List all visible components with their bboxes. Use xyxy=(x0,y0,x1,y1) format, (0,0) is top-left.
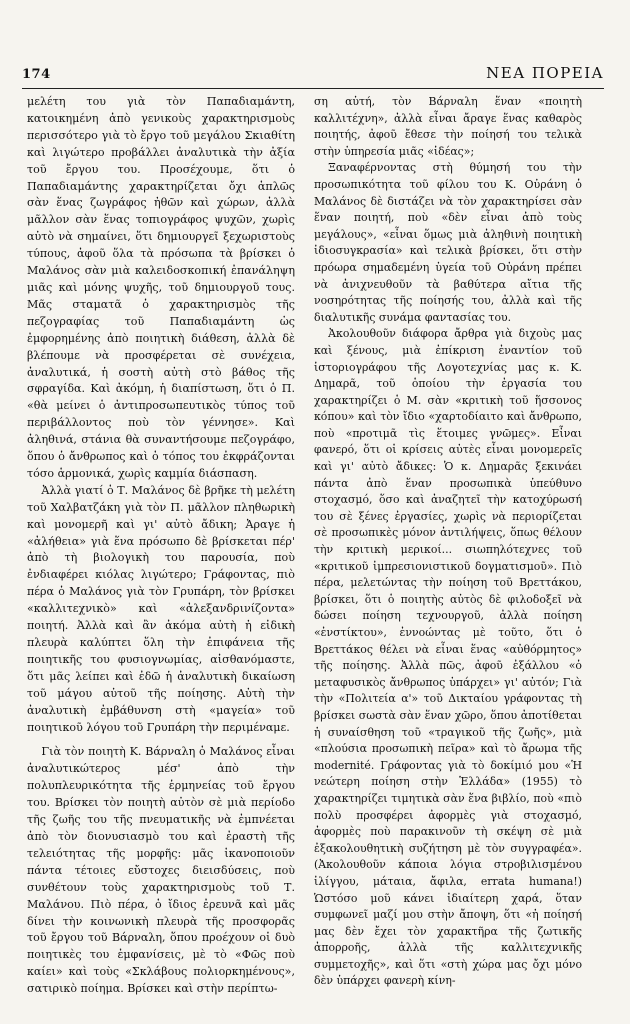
left-column xyxy=(27,94,295,998)
running-title: ΝΕΑ ΠΟΡΕΙΑ xyxy=(486,64,604,82)
paragraph: μελέτη του γιὰ τὸν Παπαδιαμάντη, κατοικημένη ἀπὸ γενικοὺς χαρακτηρισμοὺς περισσότερο γιὰ τὸ ἔργο τοῦ μεγάλου Σκιαθίτη καὶ λιγώτερο προβάλλει ἀναλυτικὰ τὴν ἀξία τοῦ ἔργου του. Προσέχουμε, ὅτι ὁ Παπαδιαμάντης χαρακτηρίζεται ὄχι ἁπλῶς σὰν ἕνας ζωγράφος ἠθῶν καὶ χώρων, ἀλλὰ μᾶλλον σὰν ἕνας τοπιογράφος ψυχῶν, χωρὶς αὐτὸ νὰ σημαίνει, ὅτι δημιουργεῖ ξεχωριστοὺς τύπους, ἀφοῦ ὅλα τὰ πρόσωπα τὰ βρίσκει ὁ Μαλάνος σὰν μιὰ καλειδοσκοπική ἐπανάληψη μιᾶς καὶ μόνης ψυχῆς, τοῦ δημιουργοῦ τους. Μᾶς σταματᾶ ὁ χαρακτηρισμὸς τῆς πεζογραφίας τοῦ Παπαδιαμάντη ὡς ἐμφορημένης ἀπὸ ποιητικὴ διάθεση, ἀλλὰ δὲ βλέπουμε νὰ προσφέρεται σὲ συνέχεια, ἀναλυτικά, ἡ σοστὴ αὐτὴ στὸ βάθος τῆς σφραγίδα. Καὶ ἀκόμη, ἡ διαπίστωση, ὅτι ὁ Π. «θὰ μείνει ὁ ἀντιπροσωπευτικὸς τύπος τοῦ περιβάλλοντος ποὺ τὸν γέννησε». Καὶ ἀληθινά, στάνια θὰ συναντήσουμε πεζογράφο, ὅπου ὁ ἄνθρωπος καὶ ὁ τόπος του ἐκφράζονται τόσο ἁρμονικά, χωρὶς καμμία διάσπαση. xyxy=(27,95,295,480)
paragraph: Γιὰ τὸν ποιητὴ Κ. Βάρναλη ὁ Μαλάνος εἶναι ἀναλυτικώτερος μέσ' ἀπὸ τὴν πολυπλευρικότητα τῆς ἑρμηνείας τοῦ ἔργου του. Βρίσκει τὸν ποιητὴ αὐτὸν σὲ μιὰ περίοδο τῆς ζωῆς του τῆς πνευματικῆς νὰ ἐμπνέεται ἀπὸ τὸν διονυσιασμὸ του καὶ ἐραστὴ τῆς τελειότητας τῆς μορφῆς: μᾶς ἱκανοποιοῦν πάντα τέτοιες εὔστοχες διεισδύσεις, ποὺ συνθέτουν τοὺς χαρακτηρισμοὺς τοῦ Τ. Μαλάνου. Πιὸ πέρα, ὁ ἴδιος ἐρευνᾶ καὶ μᾶς δίνει τὴν κοινωνικὴ πλευρὰ τῆς προσφορᾶς τοῦ ἔργου τοῦ Βάρναλη, ὅπου προέχουν οἱ δυὸ ποιητικὲς του ἐμφανίσεις, μὲ τὸ «Φῶς ποὺ καίει» καὶ τοὺς «Σκλάβους πολιορκημένους», σατιρικὸ ποίημα. Βρίσκει καὶ στὴν περίπτω- xyxy=(27,745,295,996)
paragraph: ση αὐτή, τὸν Βάρναλη ἕναν «ποιητὴ καλλιτέχνη», ἀλλὰ εἶναι ἄραγε ἕνας καθαρὸς ποιητής, ἀφοῦ ἔθεσε τὴν ποίησή του τελικὰ στὴν ὑπηρεσία μιᾶς «ἰδέας»; xyxy=(314,95,582,158)
page-number: 174 xyxy=(22,67,51,82)
page-header xyxy=(22,64,604,86)
paragraph: Ἀκολουθοῦν διάφορα ἄρθρα γιὰ διχοὺς μας καὶ ξένους, μιὰ ἐπίκριση ἐναντίον τοῦ ἱστοριογράφου τῆς Λογοτεχνίας μας κ. Κ. Δημαρᾶ, τοῦ ὁποίου τὴν ἐργασία του χαρακτηρίζει ὁ Μ. σὰν «κριτικὴ τοῦ ἥσσονος κόπου» καὶ τὸν ἴδιο «χαρτοδίαιτο καὶ ἄνθρωπο, ποὺ «προτιμᾶ τὶς ἕτοιμες γνῶμες». Εἶναι φανερό, ὅτι οἱ κρίσεις αὐτὲς εἶναι μονομερεῖς καὶ γι' αὐτὸ ἄδικες: Ὁ κ. Δημαρᾶς ξεκινάει πάντα ἀπὸ ἕναν προσωπικὰ ὑπεύθυνο στοχασμό, ὅσο καὶ ἀναζητεῖ τὴν κατοχύρωσή του σὲ ξένες ἐργασίες, χωρὶς νὰ περιορίζεται σὲ προσωπικὲς μόνον ἀντιλήψεις, ὅπως θέλουν τὴν κριτικὴ μερικοί... σιωπηλότεχνες τοῦ «κριτικοῦ ἰμπρεσιονιστικοῦ δογματισμοῦ». Πιὸ πέρα, μελετώντας τὴν ποίηση τοῦ Βρεττάκου, βρίσκει, ὅτι ὁ ποιητὴς αὐτὸς δὲ φιλοδοξεῖ νὰ δώσει ποίηση τεχνουργοῦ, ἀλλὰ ποίηση «ἐνστίκτου», ἐννοώντας μὲ τοῦτο, ὅτι ὁ Βρεττάκος θέλει νὰ εἶναι ἕνας «αὐθόρμητος» τῆς ποίησης. Ἀλλὰ πῶς, ἀφοῦ ἐξάλλου «ὁ μεταφυσικὸς ἄνθρωπος ὑπάρχει» γι' αὐτόν; Γιὰ τὴν «Πολιτεία α'» τοῦ Δικταίου γράφοντας τὴ βρίσκει σωστὰ σὰν ἕναν χῶρο, ὅπου ἀποτίθεται ἡ συναίσθηση τοῦ «τραγικοῦ τῆς ζωῆς», μιὰ «πλούσια προσωπικὴ πεῖρα» καὶ τὸ ἄρωμα τῆς modernité. Γράφοντας γιὰ τὸ δοκίμιό μου «Ἡ νεώτερη ποίηση στὴν Ἑλλάδα» (1955) τὸ χαρακτηρίζει τιμητικὰ σὰν ἕνα βιβλίο, ποὺ «πιὸ πολὺ προσφέρει ἀφορμὲς γιὰ στοχασμό, ἀφορμὲς ποὺ παρακινοῦν τὴ σκέψη σὲ μιὰ ἐξακολουθητικὴ συζήτηση μὲ τὸν συγγραφέα». (Ἀκολουθοῦν κάποια λόγια στροβιλισμένου ἰλίγγου, μάταια, ἄφιλα, errata humana!) Ὡστόσο μοῦ κάνει ἰδιαίτερη χαρά, ὅταν συμφωνεῖ μαζί μου στὴν ἄποψη, ὅτι «ἡ ποίησή μας δὲν ἔχει τὸν χαρακτῆρα τῆς ζωτικῆς ἀπορροῆς, ἀλλὰ τῆς καλλιτεχνικῆς συμμετοχῆς», καὶ ὅτι «στὴ χώρα μας ὄχι μόνο δὲν ὑπάρχει φανερὴ κίνη- xyxy=(314,327,582,988)
header-rule xyxy=(22,88,604,89)
paragraph: Ξαναφέρνοντας στὴ θύμησή του τὴν προσωπικότητα τοῦ φίλου του Κ. Οὐράνη ὁ Μαλάνος δὲ διστάζει νὰ τὸν χαρακτηρίσει σὰν ἕναν ποιητή, ποὺ «δὲν εἶναι ἀπὸ τοὺς μεγάλους», «εἶναι ὅμως μιὰ ἀληθινὴ ποιητικὴ ἰδιοσυγκρασία» καὶ τελικὰ βρίσκει, ὅτι στὴν πρόωρα σημαδεμένη ὑγεία τοῦ Οὐράνη πρέπει νὰ ἀνιχνευθοῦν τὰ βαθύτερα αἴτια τῆς νοσηρότητας τῆς ποίησής του, ἀλλὰ καὶ τῆς διαλυτικῆς συνάμα φαντασίας του. xyxy=(314,161,582,324)
paragraph: Ἀλλὰ γιατί ὁ Τ. Μαλάνος δὲ βρῆκε τὴ μελέτη τοῦ Χαλβατζάκη γιὰ τὸν Π. μᾶλλον πληθωρικὴ καὶ μονομερῆ καὶ γι' αὐτὸ ἄδικη; Ἀραγε ἡ «ἀλήθεια» γιὰ ἕνα πρόσωπο δὲ βρίσκεται πέρ' ἀπὸ τὴ βιολογικὴ του παρουσία, ποὺ ἐνδιαφέρει κιόλας λιγώτερο; Γράφοντας, πιὸ πέρα ὁ Μαλάνος γιὰ τὸν Γρυπάρη, τὸν βρίσκει «καλλιτεχνικὸ» καὶ «ἀλεξανδρινίζοντα» ποιητή. Ἀλλὰ καὶ ἂν ἀκόμα αὐτὴ ἡ εἰδικὴ πλευρὰ καλύπτει ὅλη τὴν ἐπιφάνεια τῆς ποιητικῆς του φυσιογνωμίας, αἰσθανόμαστε, ὅτι μᾶς λείπει καὶ ἐδῶ ἡ ἀναλυτικὴ δικαίωση τοῦ μάγου αὐτοῦ τῆς ποίησης. Αὐτὴ τὴν ἀναλυτικὴ ἐμβάθυνση στὴ «μαγεία» τοῦ ποιητικοῦ λόγου τοῦ Γρυπάρη τὴν περιμέναμε. xyxy=(27,483,295,734)
right-column xyxy=(314,94,582,990)
